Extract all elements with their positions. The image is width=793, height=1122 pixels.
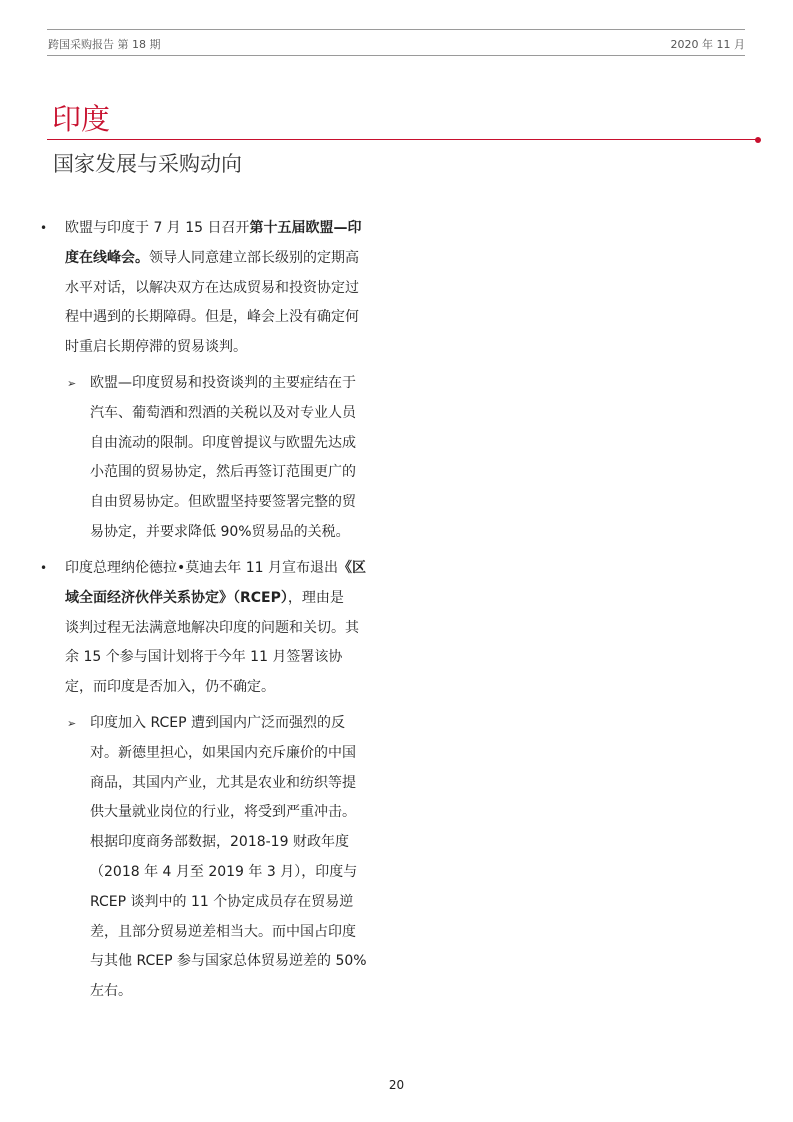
text-line bbox=[90, 769, 367, 799]
text-segment: 水平对话，以解决双方在达成贸易和投资协定过 bbox=[65, 279, 359, 296]
bold-text-segment: 度在线峰会。 bbox=[65, 249, 149, 266]
page-number: 20 bbox=[388, 1078, 405, 1092]
text-segment: 供大量就业岗位的行业，将受到严重冲击。 bbox=[90, 804, 356, 821]
text-line bbox=[90, 399, 356, 429]
text-segment: 差，且部分贸易逆差相当大。而中国占印度 bbox=[90, 923, 356, 940]
text-line bbox=[90, 369, 356, 399]
bullet-text bbox=[65, 554, 366, 703]
bullet-text bbox=[65, 214, 362, 363]
text-line bbox=[65, 333, 362, 363]
text-segment: 时重启长期停滞的贸易谈判。 bbox=[65, 339, 247, 356]
sub-bullet-text bbox=[90, 709, 367, 1007]
text-line bbox=[90, 828, 367, 858]
text-segment: 欧盟—印度贸易和投资谈判的主要症结在于 bbox=[90, 375, 356, 391]
arrow-bullet-icon: ➢ bbox=[67, 717, 77, 730]
text-segment: 小范围的贸易协定，然后再签订范围更广的 bbox=[90, 464, 356, 481]
text-line bbox=[65, 643, 366, 673]
bullet-dot-icon: • bbox=[40, 561, 48, 575]
sub-bullet-text bbox=[90, 369, 356, 548]
text-line bbox=[90, 918, 367, 948]
text-line bbox=[65, 614, 366, 644]
text-segment: 余 15 个参与国计划将于今年 11 月签署该协 bbox=[65, 649, 343, 666]
text-line bbox=[90, 739, 367, 769]
header-report-title: 跨国采购报告 第 18 期 bbox=[48, 38, 161, 51]
text-line bbox=[65, 303, 362, 333]
text-line bbox=[90, 518, 356, 548]
section-title: 印度 bbox=[52, 102, 111, 136]
text-segment: 印度加入 RCEP 遭到国内广泛而强烈的反 bbox=[90, 715, 345, 731]
title-rule bbox=[47, 139, 757, 140]
header-date: 2020 年 11 月 bbox=[670, 38, 745, 51]
text-line bbox=[90, 798, 367, 828]
text-line bbox=[65, 214, 362, 244]
text-line bbox=[90, 458, 356, 488]
text-segment: （2018 年 4 月至 2019 年 3 月），印度与 bbox=[90, 863, 358, 880]
text-line bbox=[90, 858, 367, 888]
text-line bbox=[90, 429, 356, 459]
text-line bbox=[65, 673, 366, 703]
bullet-dot-icon: • bbox=[40, 221, 48, 235]
text-segment: 根据印度商务部数据，2018-19 财政年度 bbox=[90, 834, 349, 851]
text-line bbox=[65, 584, 366, 614]
text-segment: 程中遇到的长期障碍。但是，峰会上没有确定何 bbox=[65, 309, 359, 326]
text-line bbox=[65, 554, 366, 584]
text-segment: ，理由是 bbox=[287, 589, 344, 606]
text-segment: 领导人同意建立部长级别的定期高 bbox=[149, 249, 359, 266]
text-segment: 自由贸易协定。但欧盟坚持要签署完整的贸 bbox=[90, 494, 356, 511]
text-segment: 左右。 bbox=[90, 983, 132, 1000]
text-line bbox=[90, 888, 367, 918]
text-segment: 欧盟与印度于 7 月 15 日召开 bbox=[65, 220, 250, 236]
text-segment: 商品，其国内产业，尤其是农业和纺织等提 bbox=[90, 774, 356, 791]
text-segment: 与其他 RCEP 参与国家总体贸易逆差的 50% bbox=[90, 953, 367, 970]
text-line bbox=[90, 977, 367, 1007]
text-line bbox=[90, 709, 367, 739]
bold-text-segment: 第十五届欧盟—印 bbox=[249, 220, 362, 236]
text-line bbox=[90, 488, 356, 518]
text-line bbox=[90, 947, 367, 977]
text-line bbox=[65, 244, 362, 274]
section-subtitle: 国家发展与采购动向 bbox=[53, 152, 242, 176]
bold-text-segment: 《区 bbox=[337, 560, 366, 576]
text-segment: 定，而印度是否加入，仍不确定。 bbox=[65, 679, 275, 696]
bold-text-segment: 域全面经济伙伴关系协定》（RCEP） bbox=[65, 589, 288, 606]
text-segment: 易协定，并要求降低 90%贸易品的关税。 bbox=[90, 523, 350, 540]
text-segment: 谈判过程无法满意地解决印度的问题和关切。其 bbox=[65, 619, 359, 636]
text-segment: 对。新德里担心，如果国内充斥廉价的中国 bbox=[90, 744, 356, 761]
text-segment: RCEP 谈判中的 11 个协定成员存在贸易逆 bbox=[90, 893, 354, 910]
arrow-bullet-icon: ➢ bbox=[67, 377, 77, 390]
header-top-rule bbox=[47, 29, 745, 30]
title-rule-dot-icon bbox=[755, 137, 761, 143]
header-bottom-rule bbox=[47, 55, 745, 56]
text-segment: 印度总理纳伦德拉•莫迪去年 11 月宣布退出 bbox=[65, 560, 338, 576]
text-segment: 自由流动的限制。印度曾提议与欧盟先达成 bbox=[90, 434, 356, 451]
text-line bbox=[65, 274, 362, 304]
text-segment: 汽车、葡萄酒和烈酒的关税以及对专业人员 bbox=[90, 404, 356, 421]
